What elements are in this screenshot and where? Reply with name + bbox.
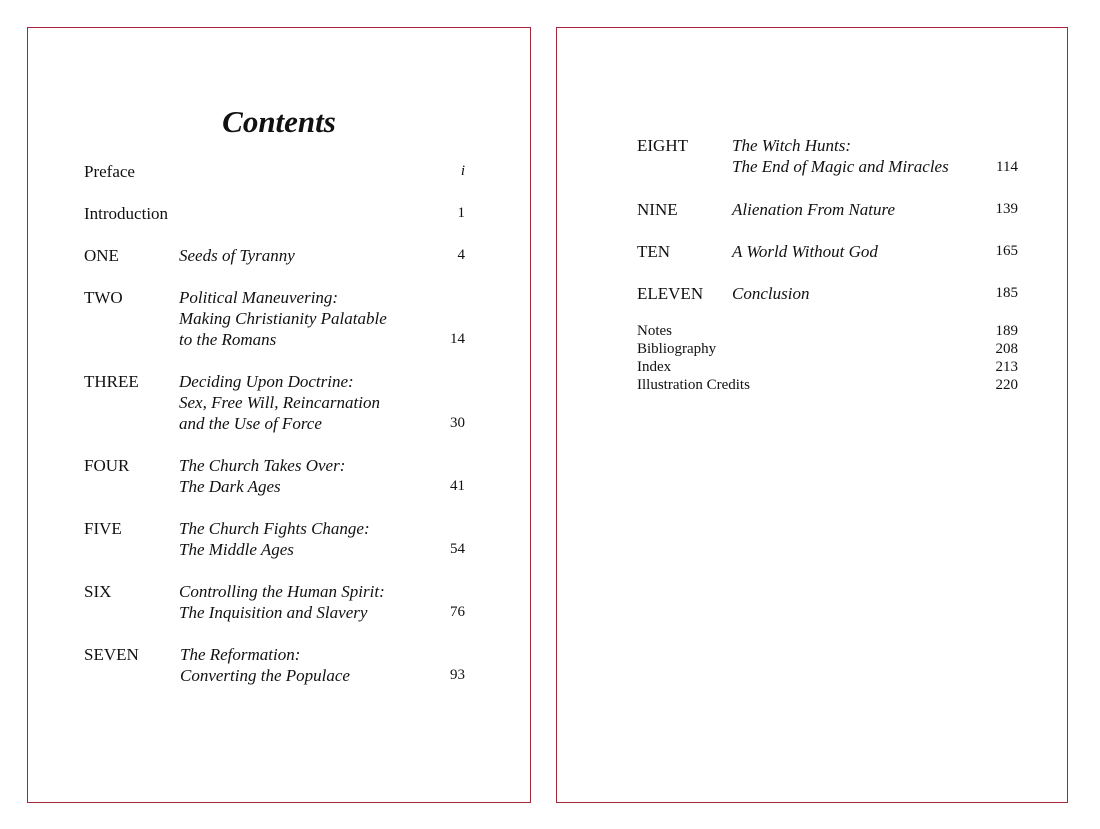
back-matter-label: Illustration Credits [637,377,750,393]
toc-entry-chapter-seven [84,644,465,685]
chapter-title-line: Conclusion [732,284,810,303]
toc-entry-chapter-one [84,245,465,265]
chapter-title-line: A World Without God [732,242,878,261]
back-matter-entry-bibliography [637,340,1018,358]
chapter-number: TEN [637,242,671,261]
chapter-title-line: to the Romans [179,330,277,349]
chapter-title-line: Deciding Upon Doctrine: [179,372,354,391]
left-page [27,27,531,803]
chapter-number: EIGHT [637,136,688,155]
chapter-title [180,644,350,686]
chapter-title-line: The Church Fights Change: [179,519,370,538]
contents-title: Contents [222,104,336,139]
toc-entry-chapter-ten [637,241,1018,261]
chapter-title-line: The End of Magic and Miracles [732,157,949,176]
chapter-title [179,518,370,560]
back-matter-label: Bibliography [637,341,717,357]
chapter-title-line: and the Use of Force [179,414,322,433]
page-number: 220 [995,377,1018,393]
chapter-title-line: Seeds of Tyranny [179,246,295,265]
toc-entry-chapter-five [84,518,465,559]
page-number: 208 [995,341,1018,357]
toc-entry-chapter-six [84,581,465,622]
chapter-title [179,245,295,266]
page-number: 114 [996,159,1018,175]
chapter-title-line: Controlling the Human Spirit: [179,582,385,601]
front-matter-label: Preface [84,162,135,181]
page-number: 30 [450,415,465,431]
front-matter-label: Introduction [84,204,169,223]
chapter-title [732,241,878,262]
chapter-title [179,371,380,434]
page-number: 1 [457,205,465,221]
chapter-title-line: Converting the Populace [180,666,350,685]
chapter-title [179,455,345,497]
chapter-title-line: Sex, Free Will, Reincarnation [179,393,380,412]
back-matter-entry-illustration-credits [637,376,1018,394]
toc-entry-chapter-three [84,371,465,433]
page-number: 185 [995,285,1018,301]
toc-entry-introduction [84,203,465,223]
chapter-number: SIX [84,582,112,601]
chapter-title-line: Making Christianity Palatable [179,309,387,328]
chapter-number: SEVEN [84,645,139,664]
chapter-number: ELEVEN [637,284,704,303]
chapter-number: THREE [84,372,139,391]
toc-entry-chapter-nine [637,199,1018,219]
toc-entry-preface [84,161,465,181]
page-number: 165 [995,243,1018,259]
chapter-number: ONE [84,246,119,265]
chapter-title-line: The Church Takes Over: [179,456,346,475]
toc-entry-chapter-four [84,455,465,496]
chapter-number: TWO [84,288,123,307]
chapter-title-line: Political Maneuvering: [179,288,339,307]
page-number: 54 [450,541,465,557]
chapter-title-line: The Dark Ages [179,477,281,496]
chapter-title-line: The Witch Hunts: [732,136,851,155]
chapter-number: FOUR [84,456,130,475]
chapter-title-line: The Reformation: [180,645,301,664]
chapter-title-line: The Inquisition and Slavery [179,603,368,622]
toc-entry-chapter-two [84,287,465,349]
chapter-title [732,283,809,304]
page-number: 189 [995,323,1018,339]
toc-entry-chapter-eight [637,135,1018,176]
chapter-number: FIVE [84,519,122,538]
toc-entry-chapter-eleven [637,283,1018,303]
page-number: 93 [450,667,465,683]
page-number: 76 [450,604,465,620]
back-matter-entry-index [637,358,1018,376]
page-number: 4 [457,247,465,263]
page-number: 41 [450,478,465,494]
right-page [556,27,1068,803]
chapter-title [179,581,385,623]
page-number: 139 [995,201,1018,217]
chapter-title-line: Alienation From Nature [732,200,896,219]
chapter-title [179,287,387,350]
chapter-title [732,199,895,220]
page-number: 213 [995,359,1018,375]
back-matter-label: Index [637,359,672,375]
back-matter-label: Notes [637,323,672,339]
page-number: 14 [450,331,465,347]
chapter-number: NINE [637,200,678,219]
chapter-title [732,135,949,177]
page-number: i [460,163,465,179]
back-matter-entry-notes [637,322,1018,340]
chapter-title-line: The Middle Ages [179,540,294,559]
